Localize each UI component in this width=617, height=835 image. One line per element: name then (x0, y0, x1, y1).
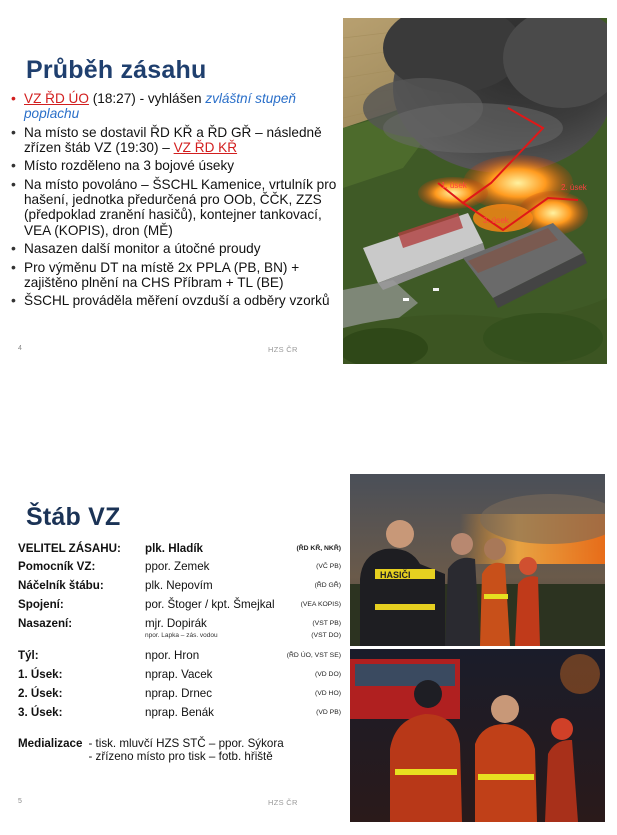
bullet-text: ŠSCHL prováděla měření ovzduší a odběry vzorků (24, 293, 330, 309)
staff-role: 3. Úsek: (18, 706, 63, 719)
sector-label: 1. úsek (441, 181, 467, 190)
bullet-item (10, 91, 340, 121)
bullet-text: Místo rozděleno na 3 bojové úseky (24, 158, 235, 174)
bullet-item (10, 293, 340, 308)
blue-highlight: zvláštní stupeň poplachu (24, 91, 296, 122)
staff-role: VELITEL ZÁSAHU: (18, 542, 121, 555)
bullet-text: (18:27) - vyhlášen (88, 91, 206, 106)
staff-row (18, 617, 343, 641)
aerial-fire-illustration (343, 18, 607, 364)
staff-unit: (VEA KOPIS) (300, 601, 341, 608)
staff-role: Nasazení: (18, 617, 73, 630)
staff-name: nprap. Benák (145, 706, 214, 719)
staff-role: Spojení: (18, 598, 64, 611)
bullet-text: Na místo povoláno – ŠSCHL Kamenice, vrtulník pro hašení, jednotka předurčená pro OOb, ČČK, ZZS (předpoklad zranění hasičů), kontejner tankovací, VEA (KOPIS), dron (MĚ) (24, 176, 337, 238)
bullet-item (10, 158, 340, 173)
staff-row (18, 579, 343, 593)
footer-text: HZS ČR (268, 345, 298, 354)
sector-label: 3. úsek (483, 216, 509, 225)
page-number: 4 (18, 345, 22, 352)
firefighters-illustration (350, 474, 605, 822)
red-highlight: VZ ŘD ÚO (24, 91, 89, 106)
media-line: - zřízeno místo pro tisk – fotb. hřiště (88, 750, 273, 763)
slide-stab-vz (0, 455, 617, 835)
bullet-text: Nasazen další monitor a útočné proudy (24, 241, 261, 257)
page-number: 5 (18, 798, 22, 805)
slide-prubeh-zasahu (0, 0, 617, 380)
staff-name: mjr. Dopirák (145, 617, 207, 630)
staff-row (18, 542, 343, 556)
staff-row (18, 598, 343, 612)
media-label: Medializace (18, 737, 83, 750)
bullet-text: Pro výměnu DT na místě 2x PPLA (PB, BN) + zajištěno plnění na CHS Příbram + TL (BE) (24, 259, 300, 290)
staff-name: ppor. Zemek (145, 560, 210, 573)
red-highlight: VZ ŘD KŘ (173, 139, 238, 155)
staff-role: Náčelník štábu: (18, 579, 104, 592)
staff-role: Pomocník VZ: (18, 560, 96, 573)
staff-unit: (ŘD KŘ, NKŘ) (296, 545, 341, 552)
staff-name: plk. Hladík (145, 542, 203, 555)
bullet-item (10, 260, 340, 290)
staff-unit: (ŘD ÚO, VST SE) (286, 652, 341, 659)
slide-title: Průběh zásahu (26, 56, 207, 84)
staff-role: 2. Úsek: (18, 687, 63, 700)
bullet-text: Na místo se dostavil ŘD KŘ a ŘD GŘ – následně zřízen štáb VZ (19:30) – (24, 124, 322, 155)
staff-name: por. Štoger / kpt. Šmejkal (145, 598, 275, 611)
slide-title: Štáb VZ (26, 503, 121, 531)
staff-sub-unit: (VST DO) (311, 632, 341, 639)
staff-row (18, 560, 343, 574)
staff-unit: (VD DO) (314, 671, 341, 678)
staff-sub-note: npor. Lapka – zás. vodou (145, 632, 218, 639)
bullet-item (10, 241, 340, 256)
staff-row (18, 649, 343, 663)
staff-role: Týl: (18, 649, 39, 662)
firefighters-photo-collage (350, 474, 605, 822)
staff-unit: (ŘD GŘ) (314, 582, 341, 589)
staff-name: nprap. Drnec (145, 687, 213, 700)
media-row (18, 737, 284, 763)
staff-name: npor. Hron (145, 649, 200, 662)
staff-unit: (VČ PB) (316, 563, 341, 570)
staff-unit: (VST PB) (312, 620, 341, 627)
staff-unit: (VD PB) (316, 709, 341, 716)
sector-label: 2. úsek (561, 183, 587, 192)
footer-text: HZS ČR (268, 798, 298, 807)
staff-name: plk. Nepovím (145, 579, 213, 592)
aerial-fire-photo (343, 18, 607, 364)
staff-unit: (VD HO) (314, 690, 341, 697)
media-lines (88, 737, 283, 763)
staff-name: nprap. Vacek (145, 668, 213, 681)
staff-role: 1. Úsek: (18, 668, 63, 681)
bullet-list (10, 91, 340, 312)
staff-row (18, 687, 343, 701)
bullet-item (10, 125, 340, 155)
staff-row (18, 706, 343, 720)
jacket-text: HASIČI (380, 570, 411, 580)
staff-row (18, 668, 343, 682)
media-section (18, 737, 284, 763)
media-line: - tisk. mluvčí HZS STČ – ppor. Sýkora (88, 737, 284, 750)
bullet-item (10, 177, 340, 238)
